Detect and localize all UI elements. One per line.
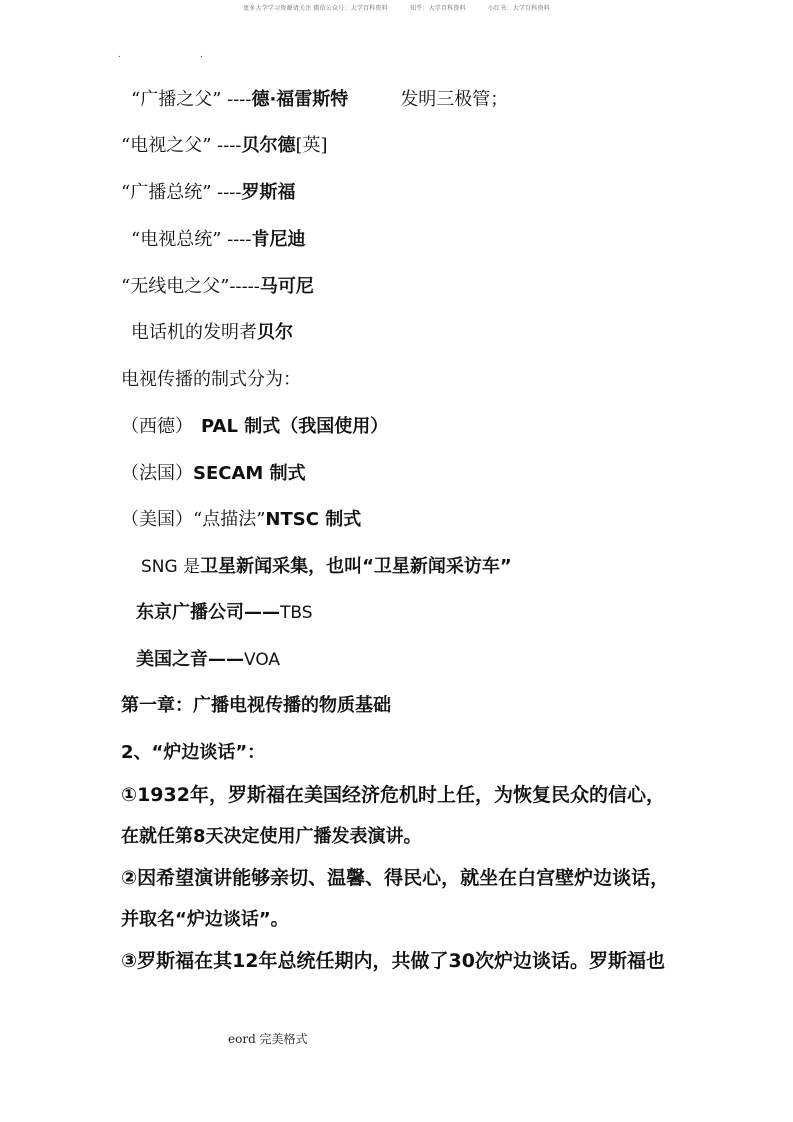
line-label: （美国）“点描法” [121, 509, 266, 530]
line-label: “广播总统” ---- [121, 182, 242, 203]
text-line [131, 88, 508, 112]
line-bold: SECAM 制式 [193, 463, 306, 484]
line-bold: 德·福雷斯特 [251, 89, 349, 110]
header-text-1: 更多大学学习资源请关注 微信公众号：大学百科资料 [243, 5, 388, 12]
text-line [136, 648, 280, 672]
paragraph-line [121, 866, 669, 891]
paragraph-line [121, 949, 665, 974]
line-bold: 第一章：广播电视传播的物质基础 [121, 695, 391, 716]
text-line [121, 134, 328, 158]
line-note: VOA [244, 650, 281, 670]
line-label: “广播之父” ---- [131, 89, 252, 110]
line-bold: PAL 制式（我国使用） [201, 416, 389, 437]
line-bold: ②因希望演讲能够亲切、温馨、得民心，就坐在白宫壁炉边谈话， [121, 867, 670, 889]
line-bold: 卫星新闻采集，也叫“卫星新闻采访车” [200, 556, 512, 577]
text-line [121, 181, 295, 205]
text-line [131, 228, 305, 252]
chapter-heading [121, 694, 391, 718]
header-text-3: 小红书：大学百科资料 [487, 5, 550, 12]
line-label: （西德） [121, 416, 193, 437]
line-bold: 马可尼 [259, 276, 314, 297]
page-footer: eord 完美格式 [228, 1032, 308, 1046]
text-line [141, 555, 512, 579]
paragraph-line [121, 783, 665, 808]
line-bold: 美国之音—— [136, 649, 244, 670]
section-heading [121, 741, 265, 765]
line-bold: 罗斯福 [241, 182, 296, 203]
paragraph-line [121, 825, 422, 849]
line-label: 电视传播的制式分为： [121, 369, 301, 390]
line-label: SNG 是 [141, 557, 201, 577]
line-label: “电视之父” ---- [121, 135, 242, 156]
text-line [121, 275, 314, 299]
line-bold: 并取名“炉边谈话”。 [121, 909, 289, 930]
margin-mark: . [200, 50, 203, 60]
margin-mark: . [118, 50, 121, 60]
line-label: （法国） [121, 463, 193, 484]
line-bold: ③罗斯福在其12年总统任期内，共做了30次炉边谈话。罗斯福也 [121, 950, 665, 972]
line-bold: 在就任第8天决定使用广播发表演讲。 [121, 826, 422, 847]
text-line [131, 321, 293, 345]
line-note: 发明三极管； [400, 89, 509, 110]
line-label: “无线电之父”----- [121, 276, 260, 297]
line-note: [英] [295, 135, 328, 156]
line-bold: 2、“炉边谈话”： [121, 742, 266, 763]
line-label: “电视总统” ---- [131, 229, 252, 250]
text-line [121, 508, 361, 532]
text-line [121, 415, 388, 439]
header-text-2: 知乎：大学百科资料 [409, 5, 466, 12]
line-bold: 贝尔 [257, 322, 293, 343]
line-bold: NTSC 制式 [265, 509, 362, 530]
text-line [121, 368, 301, 392]
page-header [0, 3, 793, 12]
line-bold: ①1932年，罗斯福在美国经济危机时上任，为恢复民众的信心， [121, 784, 665, 806]
paragraph-line [121, 908, 289, 932]
text-line [121, 462, 306, 486]
line-bold: 贝尔德 [241, 135, 296, 156]
text-line [136, 601, 313, 625]
line-label: 电话机的发明者 [131, 322, 257, 343]
line-bold: 东京广播公司—— [136, 602, 280, 623]
line-bold: 肯尼迪 [251, 229, 306, 250]
line-note: TBS [280, 603, 313, 623]
